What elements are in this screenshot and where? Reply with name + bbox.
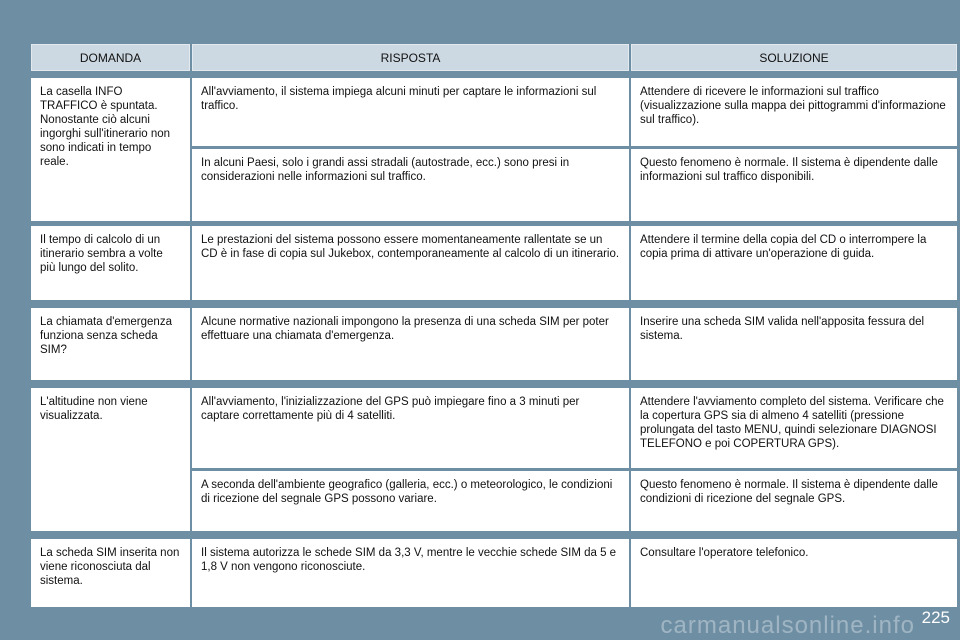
troubleshooting-table [31, 44, 957, 607]
header-soluzione: SOLUZIONE [631, 44, 957, 71]
solution-cell: Questo fenomeno è normale. Il sistema è dipendente dalle condizioni di ricezione del segnale GPS. [631, 471, 957, 531]
header-risposta: RISPOSTA [192, 44, 629, 71]
question-cell: L'altitudine non viene visualizzata. [31, 388, 190, 531]
header-domanda: DOMANDA [31, 44, 190, 71]
answer-cell: Alcune normative nazionali impongono la presenza di una scheda SIM per poter effettuare una chiamata d'emergenza. [192, 308, 629, 380]
solution-cell: Attendere l'avviamento completo del sistema. Verificare che la copertura GPS sia di almeno 4 satelliti (pressione prolungata del tasto MENU, quindi selezionare DIAGNOSI TELEFONO e poi COPERTURA GPS). [631, 388, 957, 468]
solution-cell: Questo fenomeno è normale. Il sistema è dipendente dalle informazioni sul traffico disponibili. [631, 149, 957, 221]
question-cell: La scheda SIM inserita non viene riconosciuta dal sistema. [31, 539, 190, 607]
table-row [31, 308, 957, 380]
question-cell: Il tempo di calcolo di un itinerario sembra a volte più lungo del solito. [31, 226, 190, 300]
table-row [31, 388, 957, 531]
answer-cell: All'avviamento, l'inizializzazione del GPS può impiegare fino a 3 minuti per captare correttamente più di 4 satelliti. [192, 388, 629, 468]
answer-cell: All'avviamento, il sistema impiega alcuni minuti per captare le informazioni sul traffico. [192, 78, 629, 146]
table-row [31, 226, 957, 300]
answer-cell: Il sistema autorizza le schede SIM da 3,3 V, mentre le vecchie schede SIM da 5 e 1,8 V non vengono riconosciute. [192, 539, 629, 607]
question-cell: La casella INFO TRAFFICO è spuntata. Nonostante ciò alcuni ingorghi sull'itinerario non sono indicati in tempo reale. [31, 78, 190, 221]
solution-cell: Inserire una scheda SIM valida nell'apposita fessura del sistema. [631, 308, 957, 380]
solution-cell: Attendere di ricevere le informazioni sul traffico (visualizzazione sulla mappa dei pittogrammi d'informazione sul traffico). [631, 78, 957, 146]
answer-cell: A seconda dell'ambiente geografico (galleria, ecc.) o meteorologico, le condizioni di ricezione del segnale GPS possono variare. [192, 471, 629, 531]
solution-cell: Attendere il termine della copia del CD o interrompere la copia prima di attivare un'operazione di guida. [631, 226, 957, 300]
table-row [31, 539, 957, 607]
table-header [31, 44, 957, 71]
answer-cell: In alcuni Paesi, solo i grandi assi stradali (autostrade, ecc.) sono presi in considerazioni nelle informazioni sul traffico. [192, 149, 629, 221]
answer-cell: Le prestazioni del sistema possono essere momentaneamente rallentate se un CD è in fase di copia sul Jukebox, contemporaneamente al calcolo di un itinerario. [192, 226, 629, 300]
solution-cell: Consultare l'operatore telefonico. [631, 539, 957, 607]
watermark: carmanualsonline.info [660, 612, 915, 639]
table-row [31, 78, 957, 221]
page-number: 225 [921, 608, 950, 627]
question-cell: La chiamata d'emergenza funziona senza scheda SIM? [31, 308, 190, 380]
